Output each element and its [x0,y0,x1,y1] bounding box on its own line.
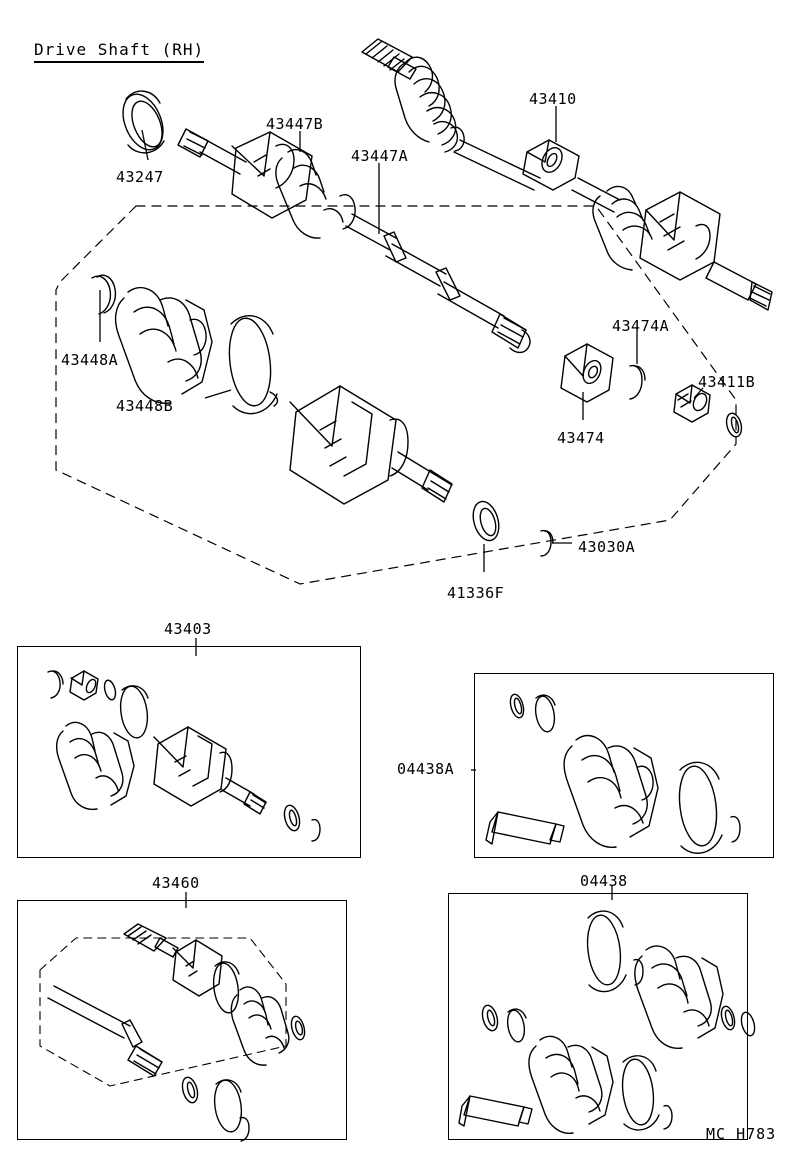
long-intermediate-shaft [346,214,530,353]
callout-43030A[interactable]: 43030A [578,538,636,556]
callout-43448A[interactable]: 43448A [61,351,119,369]
tulip-output-shaft [392,452,452,502]
callout-43447B[interactable]: 43447B [266,115,324,133]
panel-04438[interactable] [448,893,748,1140]
center-support-bearing [523,140,579,190]
clamp-43447A [340,195,355,229]
part-43448-boot [116,288,212,404]
boot-clamp-top [451,127,464,151]
part-43030A-circlip [541,531,553,556]
inboard-tulip-joint-lower [290,386,408,504]
part-43474-damper [561,344,613,402]
callout-43448B[interactable]: 43448B [116,397,174,415]
panel-label-04438A[interactable]: 04438A [397,760,455,778]
kit-boundary-dashed [56,206,736,584]
inboard-boot-top [593,186,652,270]
callout-43474[interactable]: 43474 [557,429,605,447]
spline-shaft-left [178,129,246,174]
part-43448A-clamp [92,275,115,314]
panel-label-43460[interactable]: 43460 [152,874,200,892]
callout-41336F[interactable]: 41336F [447,584,505,602]
panel-label-43403[interactable]: 43403 [164,620,212,638]
part-43474A-clip [630,366,645,399]
callout-43474A[interactable]: 43474A [612,317,670,335]
inboard-joint-housing-top [640,192,720,280]
panel-label-04438[interactable]: 04438 [580,872,628,890]
outboard-stub-spline [362,39,416,79]
outboard-boot-top [395,57,457,152]
part-41336F-seal [469,498,503,543]
callout-43247[interactable]: 43247 [116,168,164,186]
panel-43460[interactable] [17,900,347,1140]
intermediate-shaft-top [454,140,540,190]
sheet-code: MC H783 [706,1125,777,1143]
part-43447-boot [276,150,343,238]
panel-04438A[interactable] [474,673,774,858]
part-43448B-clamp [225,316,278,414]
outboard-spline-top-right [706,262,772,310]
callout-43411B[interactable]: 43411B [698,373,756,391]
panel-43403[interactable] [17,646,361,858]
part-43447B-joint [232,132,312,218]
washer-43411B [724,412,744,439]
part-43247-seal [115,88,170,155]
callout-43410[interactable]: 43410 [529,90,577,108]
callout-43447A[interactable]: 43447A [351,147,409,165]
shaft-to-inboard-top [572,178,620,212]
page-title: Drive Shaft (RH) [34,40,204,63]
